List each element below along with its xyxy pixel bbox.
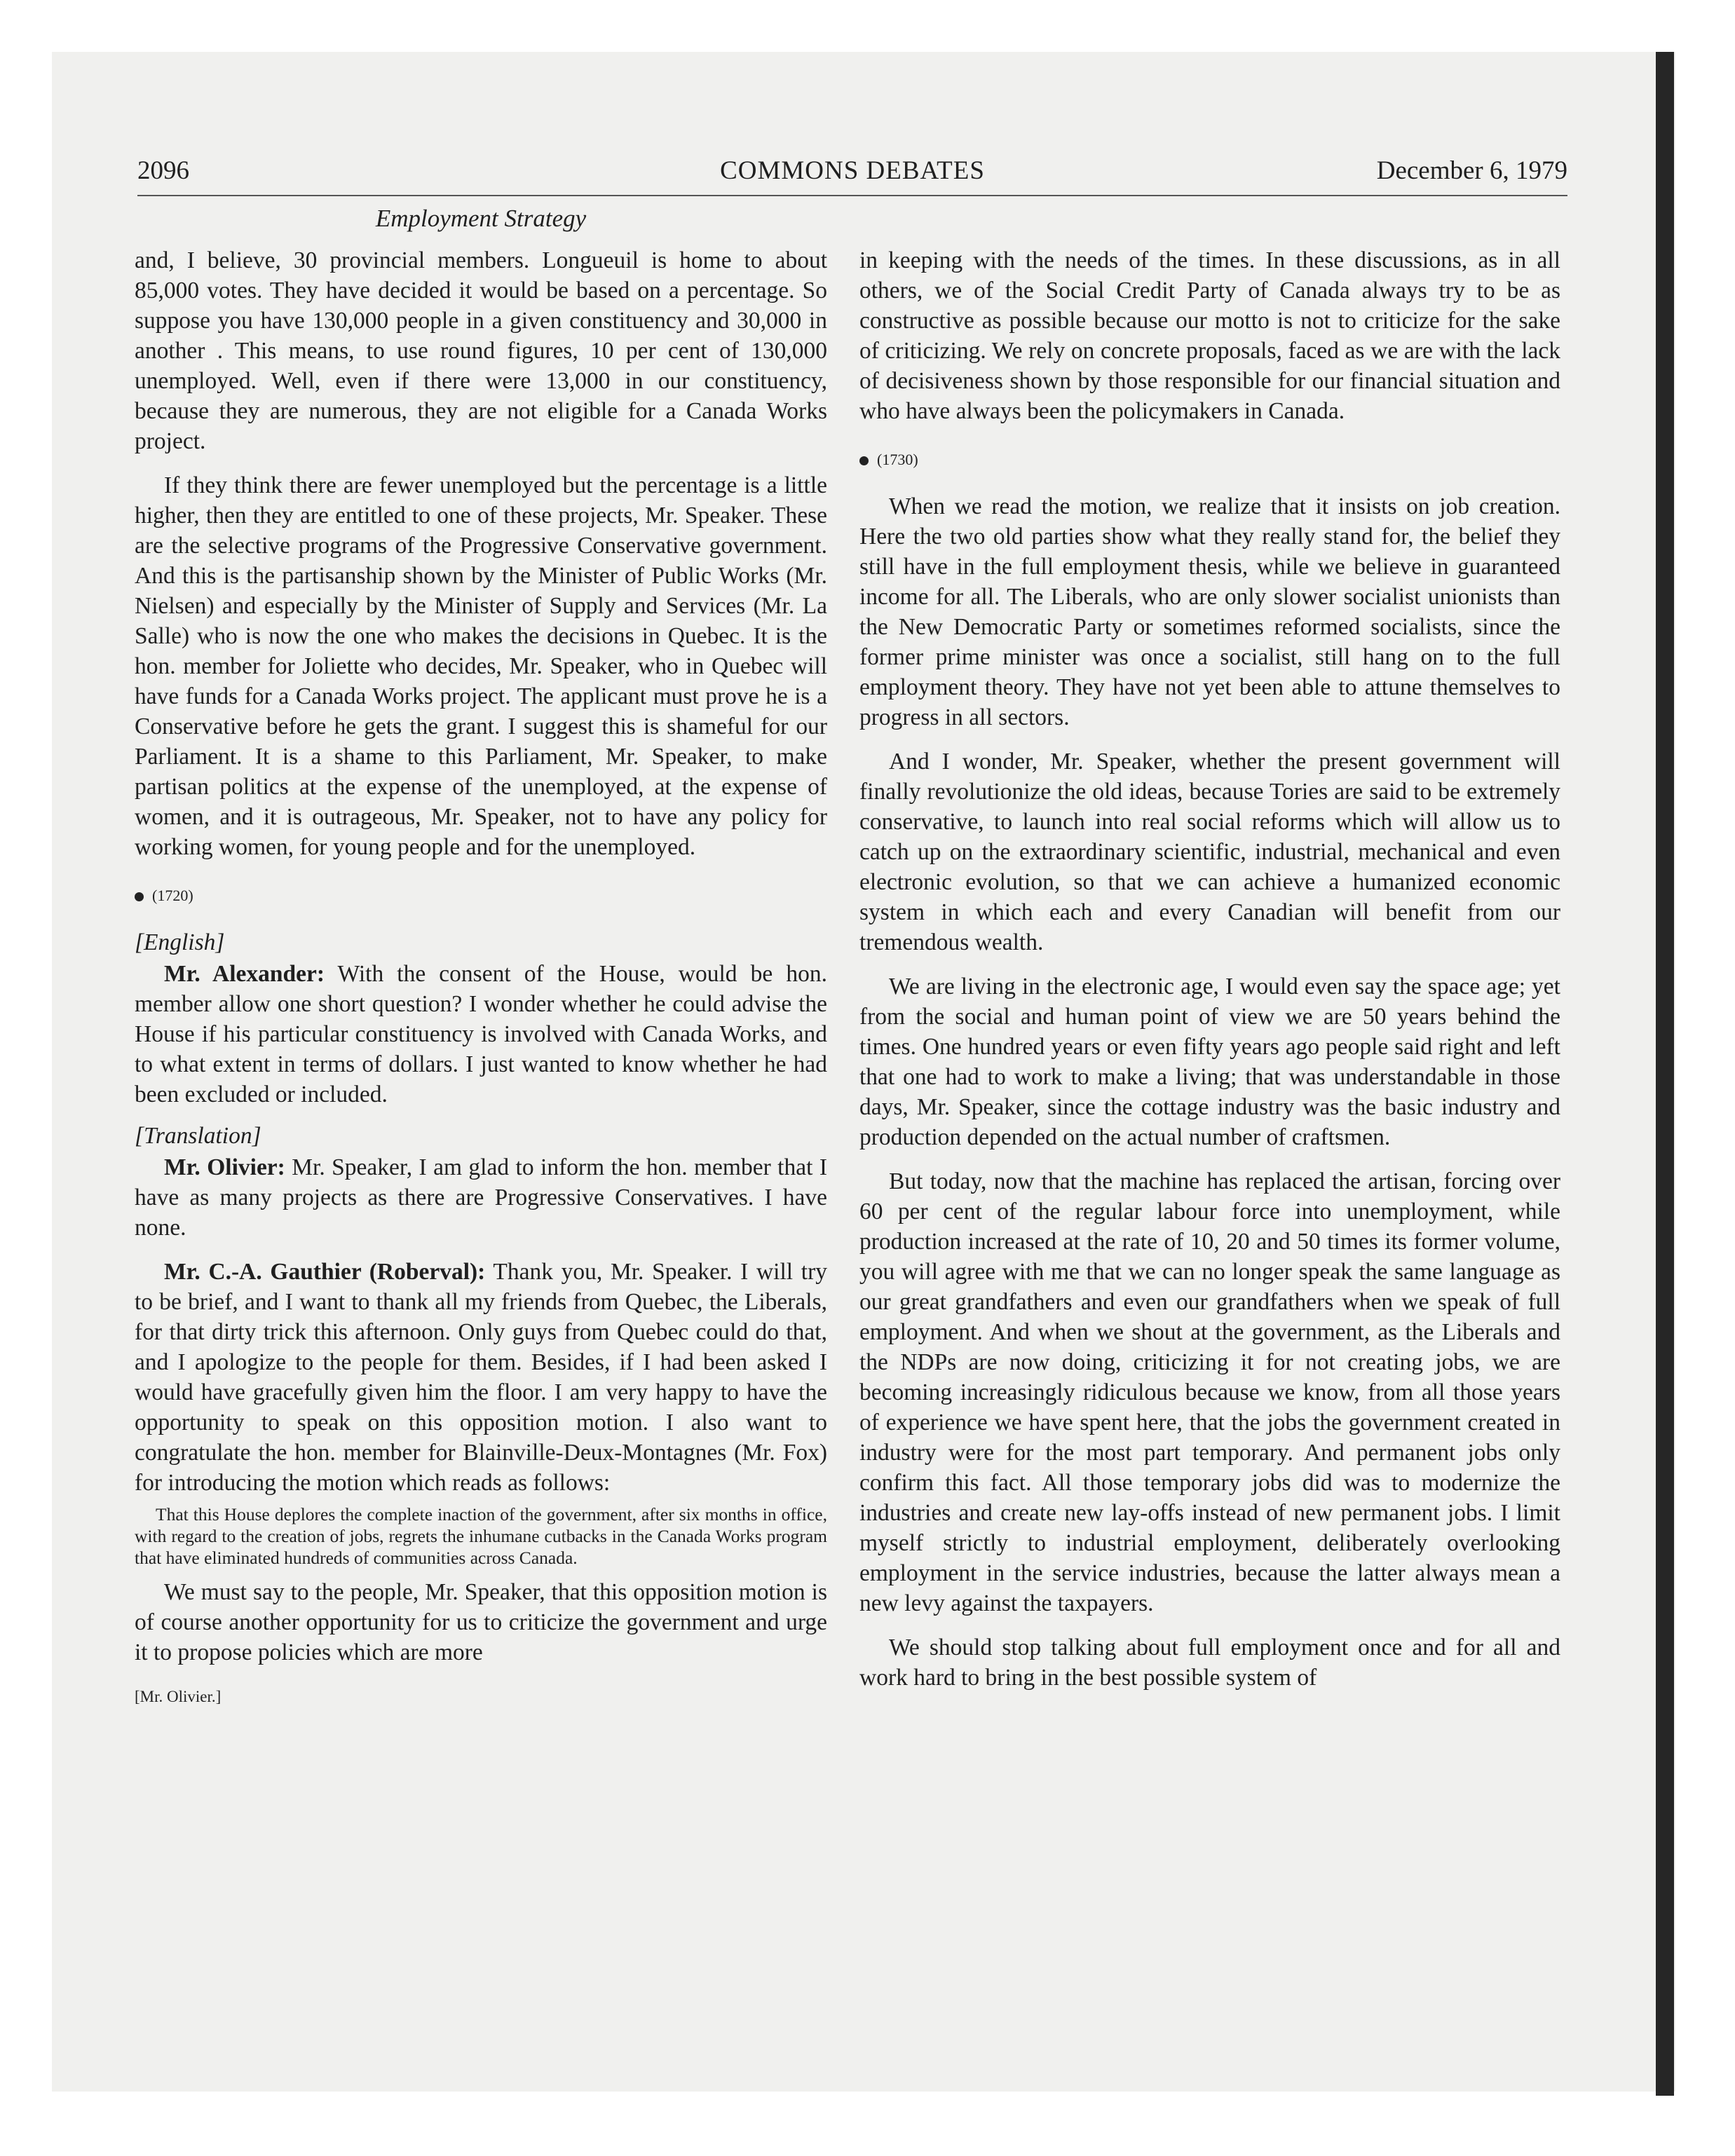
scan-binding-edge <box>1656 52 1674 2096</box>
time-marker <box>135 880 827 910</box>
running-header <box>137 156 1567 196</box>
speech-olivier <box>135 1152 827 1243</box>
speech-text: Thank you, Mr. Speaker. I will try to be brief, and I want to thank all my friends from Quebec, the Liberals, for that dirty trick this afternoon. Only guys from Quebec could do that, and I apologize to the people for them. Besides, if I had been asked I would have gracefully given him the floor. I am very happy to have the opportunity to speak on this opposition motion. I also want to congratulate the hon. member for Blainville-Deux-Montagnes (Mr. Fox) for introducing the motion which reads as follows: <box>135 1259 827 1496</box>
time-marker-label: (1720) <box>152 887 193 904</box>
left-column <box>135 245 827 1712</box>
page-number: 2096 <box>137 156 189 185</box>
speech-text: Mr. Speaker, I am glad to inform the hon. member that I have as many projects as there are Progressive Conservatives. I have none. <box>135 1154 827 1241</box>
paragraph: We should stop talking about full employment once and for all and work hard to bring in the best possible system of <box>859 1635 1560 1691</box>
language-marker: [Translation] <box>135 1123 261 1149</box>
speech-gauthier <box>135 1257 827 1498</box>
motion-quote: That this House deplores the complete inaction of the government, after six months in office, with regard to the creation of jobs, regrets the inhumane cutbacks in the Canada Works program that have eliminated hundreds of communities across Canada. <box>135 1504 827 1568</box>
speaker-name: Mr. C.-A. Gauthier (Roberval): <box>164 1259 486 1285</box>
bullet-icon <box>859 456 869 465</box>
paragraph: But today, now that the machine has replaced the artisan, forcing over 60 per cent of the regular labour force into unemployment, while production increased at the rate of 10, 20 and 50 times its former volume, you will agree with me that we can no longer speak the same language as our great grandfathers and even our grandfathers when we speak of full employment. And when we shout at the government, as the Liberals and the NDPs are now doing, criticizing it for not creating jobs, we are becoming increasingly ridiculous because we know, from all those years of experience we have spent here, that the jobs the government created in industry were for the most part temporary. And permanent jobs only confirm this fact. All those temporary jobs did was to modernize the industries and create new lay-offs instead of new permanent jobs. I limit myself strictly to industrial employment, deliberately overlooking employment in the service industries, because the latter always mean a new levy against the taxpayers. <box>859 1168 1560 1616</box>
language-marker: [English] <box>135 929 225 955</box>
paragraph: When we read the motion, we realize that it insists on job creation. Here the two old parties show what they really stand for, the belief they still have in the full employment thesis, while we believe in guaranteed income for all. The Liberals, who are only slower socialist unionists than the New Democratic Party or sometimes reformed socialists, since the former prime minister was once a socialist, still hang on to the full employment theory. They have not yet been able to attune themselves to progress in all sectors. <box>859 493 1560 730</box>
speaker-name: Mr. Alexander: <box>164 961 325 987</box>
right-column <box>859 245 1560 1693</box>
speech-text: With the consent of the House, would be hon. member allow one short question? I wonder whether he could advise the House if his particular constituency is involved with Canada Works, and to what extent in terms of dollars. I just wanted to know whether he had been excluded or included. <box>135 961 827 1107</box>
speech-alexander <box>135 959 827 1110</box>
subject-heading: Employment Strategy <box>375 205 587 232</box>
time-marker-label: (1730) <box>877 451 918 468</box>
paragraph: in keeping with the needs of the times. In these discussions, as in all others, we of the Social Credit Party of Canada always try to be as constructive as possible because our motto is not to criticize for the sake of criticizing. We rely on concrete proposals, faced as we are with the lack of decisiveness shown by those responsible for our financial situation and who have always been the policymakers in Canada. <box>859 247 1560 424</box>
paragraph: We are living in the electronic age, I would even say the space age; yet from the social and human point of view we are 50 years behind the times. One hundred years or even fifty years ago people said right and left that one had to work to make a living; that was understandable in those days, Mr. Speaker, since the cottage industry was the basic industry and production depended on the actual number of craftsmen. <box>859 974 1560 1150</box>
paragraph: If they think there are fewer unemployed but the percentage is a little higher, then they are entitled to one of these projects, Mr. Speaker. These are the selective programs of the Progressive Conservative government. And this is the partisanship shown by the Minister of Public Works (Mr. Nielsen) and especially by the Minister of Supply and Services (Mr. La Salle) who is now the one who makes the decisions in Quebec. It is the hon. member for Joliette who decides, Mr. Speaker, who in Quebec will have funds for a Canada Works project. The applicant must prove he is a Conservative before he gets the grant. I suggest this is shameful for our Parliament. It is a shame to this Parliament, Mr. Speaker, to make partisan politics at the expense of the unemployed, at the expense of women, and it is outrageous, Mr. Speaker, not to have any policy for working women, for young people and for the unemployed. <box>135 472 827 860</box>
publication-title: COMMONS DEBATES <box>720 156 985 185</box>
speaker-tag: [Mr. Olivier.] <box>135 1688 222 1705</box>
paragraph: We must say to the people, Mr. Speaker, that this opposition motion is of course another opportunity for us to criticize the government and urge it to propose policies which are more <box>135 1579 827 1665</box>
time-marker <box>859 444 1560 475</box>
speaker-name: Mr. Olivier: <box>164 1154 285 1180</box>
bullet-icon <box>135 892 144 901</box>
header-date: December 6, 1979 <box>1376 156 1567 185</box>
paragraph: And I wonder, Mr. Speaker, whether the present government will finally revolutionize the old ideas, because Tories are said to be extremely conservative, to launch into real social reforms which will allow us to catch up on the extraordinary scientific, industrial, mechanical and even electronic evolution, so that we can achieve a humanized economic system in which each and every Canadian will benefit from our tremendous wealth. <box>859 749 1560 955</box>
paragraph: and, I believe, 30 provincial members. Longueuil is home to about 85,000 votes. They have decided it would be based on a percentage. So suppose you have 130,000 people in a given constituency and 30,000 in another . This means, to use round figures, 10 per cent of 130,000 unemployed. Well, even if there were 13,000 in our constituency, because they are numerous, they are not eligible for a Canada Works project. <box>135 247 827 454</box>
